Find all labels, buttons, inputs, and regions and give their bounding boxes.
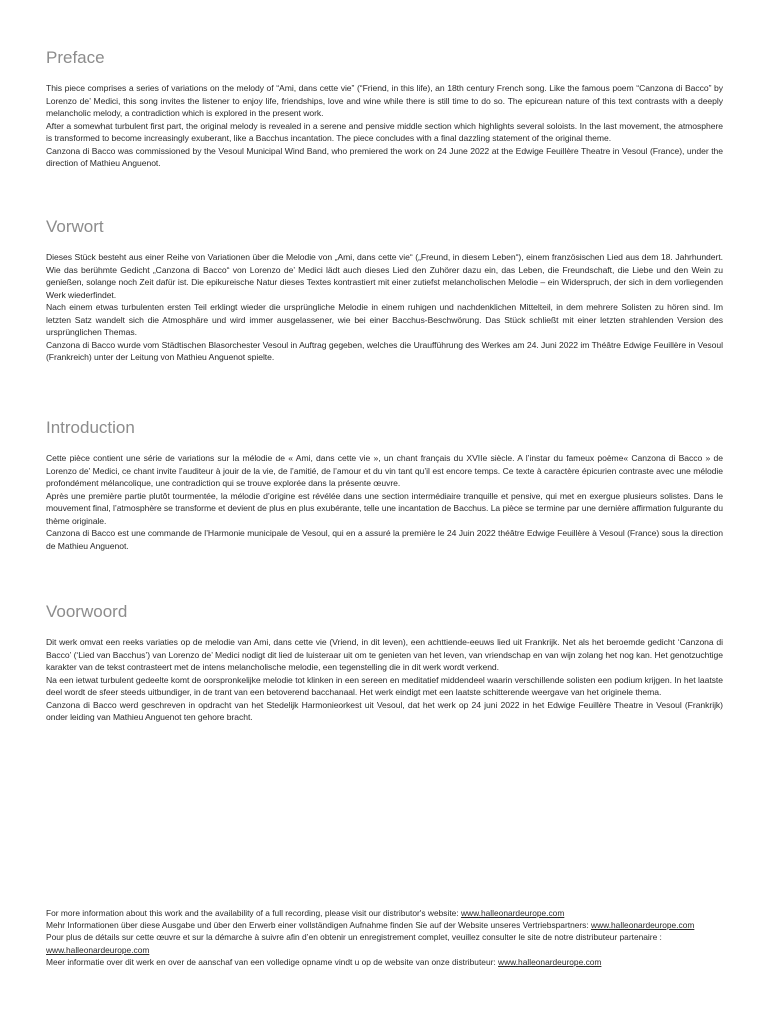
footer-line-french xyxy=(46,931,723,943)
preface-paragraph-2: After a somewhat turbulent first part, the original melody is revealed in a serene and pensive middle section which highlights several soloists. In the last movement, the atmosphere is transformed to become increasingly exuberant, like a Bacchus incantation. The piece concludes with a final dazzling statement of the original theme. xyxy=(46,120,723,143)
introduction-paragraph-2: Après une première partie plutôt tourmentée, la mélodie d’origine est révélée dans une section intermédiaire tranquille et pensive, qui met en exergue plusieurs solistes. Dans le mouvement final, l’atmosphère se transforme et devient de plus en plus exubérante, telle une incantation de Bacchus. La pièce se termine par une dernière affirmation fulgurante du thème originale. xyxy=(46,490,723,526)
section-heading-preface: Preface xyxy=(46,48,105,67)
section-heading-introduction: Introduction xyxy=(46,418,135,437)
footer-text-english: For more information about this work and the availability of a full recording, please visit our distributor's website: xyxy=(46,908,461,918)
footer-text-dutch: Meer informatie over dit werk en over de aanschaf van een volledige opname vindt u op de website van onze distributeur: xyxy=(46,956,499,967)
distributor-link-german[interactable]: www.halleonardeurope.com xyxy=(591,920,695,931)
introduction-paragraph-3: Canzona di Bacco est une commande de l’Harmonie municipale de Vesoul, qui en a assuré la première le 24 Juin 2022 théâtre Edwige Feuillère à Vesoul (France) sous la direction de Mathieu Anguenot. xyxy=(46,528,723,551)
vorwort-paragraph-3: Canzona di Bacco wurde vom Städtischen Blasorchester Vesoul in Auftrag gegeben, welches die Uraufführung des Werkes am 24. Juni 2022 im Théâtre Edwige Feuillère in Vesoul (Frankreich) unter der Leitung von Mathieu Anguenot spielte. xyxy=(46,339,723,362)
footer-text-french: Pour plus de détails sur cette œuvre et sur la démarche à suivre afin d’en obtenir un enregistrement complet, veuillez consulter le site de notre distributeur partenaire : xyxy=(46,932,662,943)
introduction-paragraph-1: Cette pièce contient une série de variations sur la mélodie de « Ami, dans cette vie », un chant français du XVIIe siècle. A l’instar du fameux poème« Canzona di Bacco » de Lorenzo de’ Medici, ce chant invite l’auditeur à jouir de la vie, de l’amitié, de l’amour et du vin tant qu’il est encore temps. Ce texte à caractère épicurien contraste avec une mélodie profondément mélancolique, une contradiction qui se trouve explorée dans la présente œuvre. xyxy=(46,453,723,488)
introduction-section xyxy=(46,418,723,552)
vorwort-paragraph-1: Dieses Stück besteht aus einer Reihe von Variationen über die Melodie von „Ami, dans cette vie“ („Freund, in diesem Leben“), einem französischen Lied aus dem 18. Jahrhundert. Wie das berühmte Gedicht „Canzona di Bacco“ von Lorenzo de’ Medici lädt auch dieses Lied den Zuhörer dazu ein, das Leben, die Freundschaft, die Liebe und den Wein zu genießen, solange noch Zeit dafür ist. Die epikureische Natur dieses Textes kontrastiert mit einer zutiefst melancholischen Melodie – ein Widerspruch, der sich in dem vorliegenden Werk wiederfindet. xyxy=(46,252,723,300)
distributor-link-dutch[interactable]: www.halleonardeurope.com xyxy=(498,956,602,967)
voorwoord-section xyxy=(46,602,723,724)
section-heading-voorwoord: Voorwoord xyxy=(46,602,128,621)
distributor-link-english[interactable]: www.halleonardeurope.com xyxy=(460,908,565,918)
voorwoord-paragraph-3: Canzona di Bacco werd geschreven in opdracht van het Stedelijk Harmonieorkest uit Vesoul, dat het werk op 24 juni 2022 in het Edwige Feuillère Theatre in Vesoul (Frankrijk) onder leiding van Mathieu Anguenot ten gehore bracht. xyxy=(46,699,723,722)
distributor-footer xyxy=(46,907,723,968)
footer-line-german xyxy=(46,919,723,931)
preface-paragraph-1: This piece comprises a series of variations on the melody of “Ami, dans cette vie” (“Friend, in this life), an 18th century French song. Like the famous poem “Canzona di Bacco” by Lorenzo de’ Medici, this song invites the listener to enjoy life, friendships, love and wine while there is still time to do so. The epicurean nature of this text contrasts with a deeply melancholic melody, a contradiction which is explored in the present work. xyxy=(46,83,723,118)
vorwort-section xyxy=(46,217,723,364)
section-heading-vorwort: Vorwort xyxy=(46,217,104,236)
voorwoord-paragraph-1: Dit werk omvat een reeks variaties op de melodie van Ami, dans cette vie (Vriend, in dit leven), een achttiende-eeuws lied uit Frankrijk. Net als het beroemde gedicht ‘Canzona di Bacco’ (‘Lied van Bacchus’) van Lorenzo de’ Medici nodigt dit lied de luisteraar uit om te genieten van het leven, van vriendschap en van wijn zolang het nog kan. Het genotzuchtige karakter van de tekst contrasteert met de intens melancholische melodie, een tegenstelling die in dit werk wordt verkend. xyxy=(46,637,723,672)
preface-section xyxy=(46,48,723,170)
footer-line-english xyxy=(46,907,723,919)
preface-paragraph-3: Canzona di Bacco was commissioned by the Vesoul Municipal Wind Band, who premiered the work on 24 June 2022 at the Edwige Feuillère Theatre in Vesoul (France), under the direction of Mathieu Anguenot. xyxy=(46,145,723,168)
voorwoord-paragraph-2: Na een ietwat turbulent gedeelte komt de oorspronkelijke melodie tot klinken in een sereen en meditatief middendeel waarin verschillende solisten een podium krijgen. In het laatste deel wordt de sfeer steeds uitbundiger, in de trant van een betoverend bacchanaal. Het werk eindigt met een laatste schitterende weergave van het originele thema. xyxy=(46,674,723,697)
footer-line-french-link xyxy=(46,944,723,956)
footer-text-german: Mehr Informationen über diese Ausgabe und über den Erwerb einer vollständigen Aufnahme finden Sie auf der Website unseres Vertriebspartners: xyxy=(46,920,592,931)
vorwort-paragraph-2: Nach einem etwas turbulenten ersten Teil erklingt wieder die ursprüngliche Melodie in einem ruhigen und nachdenklichen Mittelteil, in dem mehrere Solisten zu hören sind. Im letzten Satz wandelt sich die Atmosphäre und wird immer ausgelassener, wie bei einer Bacchus-Beschwörung. Das Stück schließt mit einer letzten strahlenden Version des ursprünglichen Themas. xyxy=(46,302,723,337)
distributor-link-french[interactable]: www.halleonardeurope.com xyxy=(46,944,150,955)
footer-line-dutch xyxy=(46,956,723,968)
